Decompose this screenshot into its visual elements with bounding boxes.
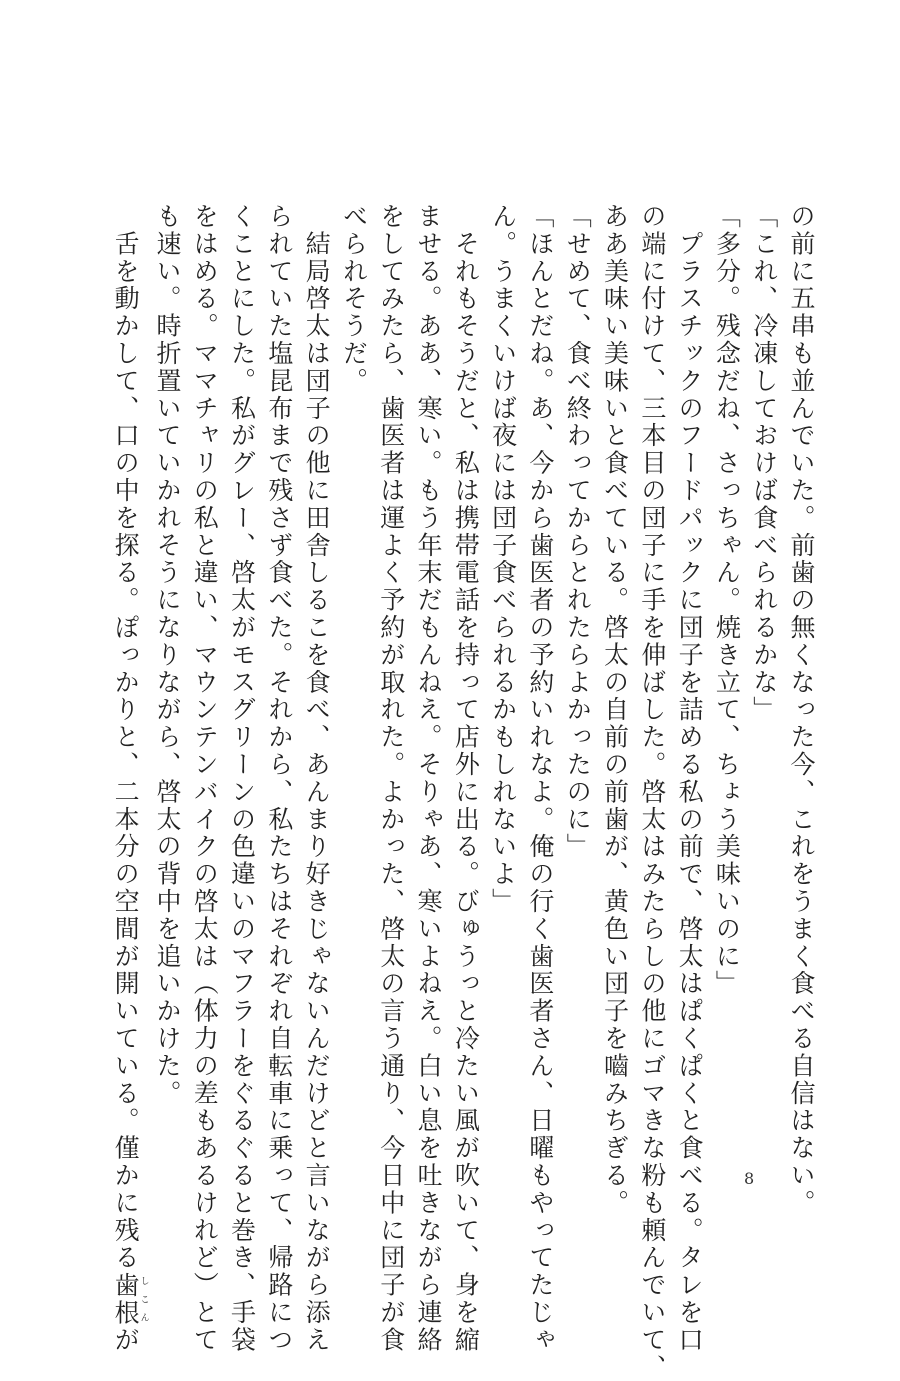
page-number: 8 xyxy=(744,1169,755,1188)
text-line: プラスチックのフードパックに団子を詰める私の前で、啓太はぱくぱくと食べる。タレを口 xyxy=(675,203,705,1354)
ruby-word xyxy=(111,1271,149,1327)
text-line: 「ほんとだね。あ、今から歯医者の予約いれなよ。俺の行く歯医者さん、日曜もやってたじゃ xyxy=(525,203,555,1354)
text-line: をしてみたら、歯医者は運よく予約が取れた。よかった、啓太の言う通り、今日中に団子が食 xyxy=(376,203,406,1354)
text-line: それもそうだと、私は携帯電話を持って店外に出る。びゅうっと冷たい風が吹いて、身を縮 xyxy=(451,203,481,1354)
text-line: の前に五串も並んでいた。前歯の無くなった今、これをうまく食べる自信はない。 xyxy=(787,203,816,1217)
ruby-reading: しこん xyxy=(138,1271,149,1327)
text-line: の端に付けて、三本目の団子に手を伸ばした。啓太はみたらしの他にゴマきな粉も頼んでいて、 xyxy=(637,203,667,1381)
text-line-main: 舌を動かして、口の中を探る。ぽっかりと、二本分の空間が開いている。僅かに残る xyxy=(111,203,141,1272)
text-line: 結局啓太は団子の他に田舎しるこを食べ、あんまり好きじゃないんだけどと言いながら添え xyxy=(302,203,332,1354)
novel-text-body xyxy=(107,203,820,1381)
text-line: べられそうだ。 xyxy=(339,203,369,395)
text-line-last xyxy=(107,203,149,1354)
text-line: をはめる。ママチャリの私と違い、マウンテンバイクの啓太は（体力の差もあるけれど）とて xyxy=(190,203,220,1354)
text-line: ああ美味い美味いと食べている。啓太の自前の前歯が、黄色い団子を嚙みちぎる。 xyxy=(600,203,630,1217)
ruby-base: 歯根 xyxy=(111,1271,141,1327)
text-line: も速い。時折置いていかれそうになりながら、啓太の背中を追いかけた。 xyxy=(152,203,182,1108)
text-line: られていた塩昆布まで残さず食べた。それから、私たちはそれぞれ自転車に乗って、帰路につ xyxy=(264,203,294,1354)
text-line: 「これ、冷凍しておけば食べられるかな」 xyxy=(749,203,779,724)
text-line: ん。うまくいけば夜には団子食べられるかもしれないよ」 xyxy=(488,203,518,916)
text-line: 「多分。残念だね、さっちゃん。焼き立て、ちょう美味いのに」 xyxy=(712,203,742,998)
text-line: ませる。ああ、寒い。もう年末だもんねえ。そりゃあ、寒いよねえ。白い息を吐きながら連絡 xyxy=(414,203,444,1354)
text-line-tail: が xyxy=(111,1326,141,1354)
text-line: 「せめて、食べ終わってからとれたらよかったのに」 xyxy=(563,203,593,861)
text-line: くことにした。私がグレー、啓太がモスグリーンの色違いのマフラーをぐるぐると巻き、手袋 xyxy=(227,203,257,1354)
